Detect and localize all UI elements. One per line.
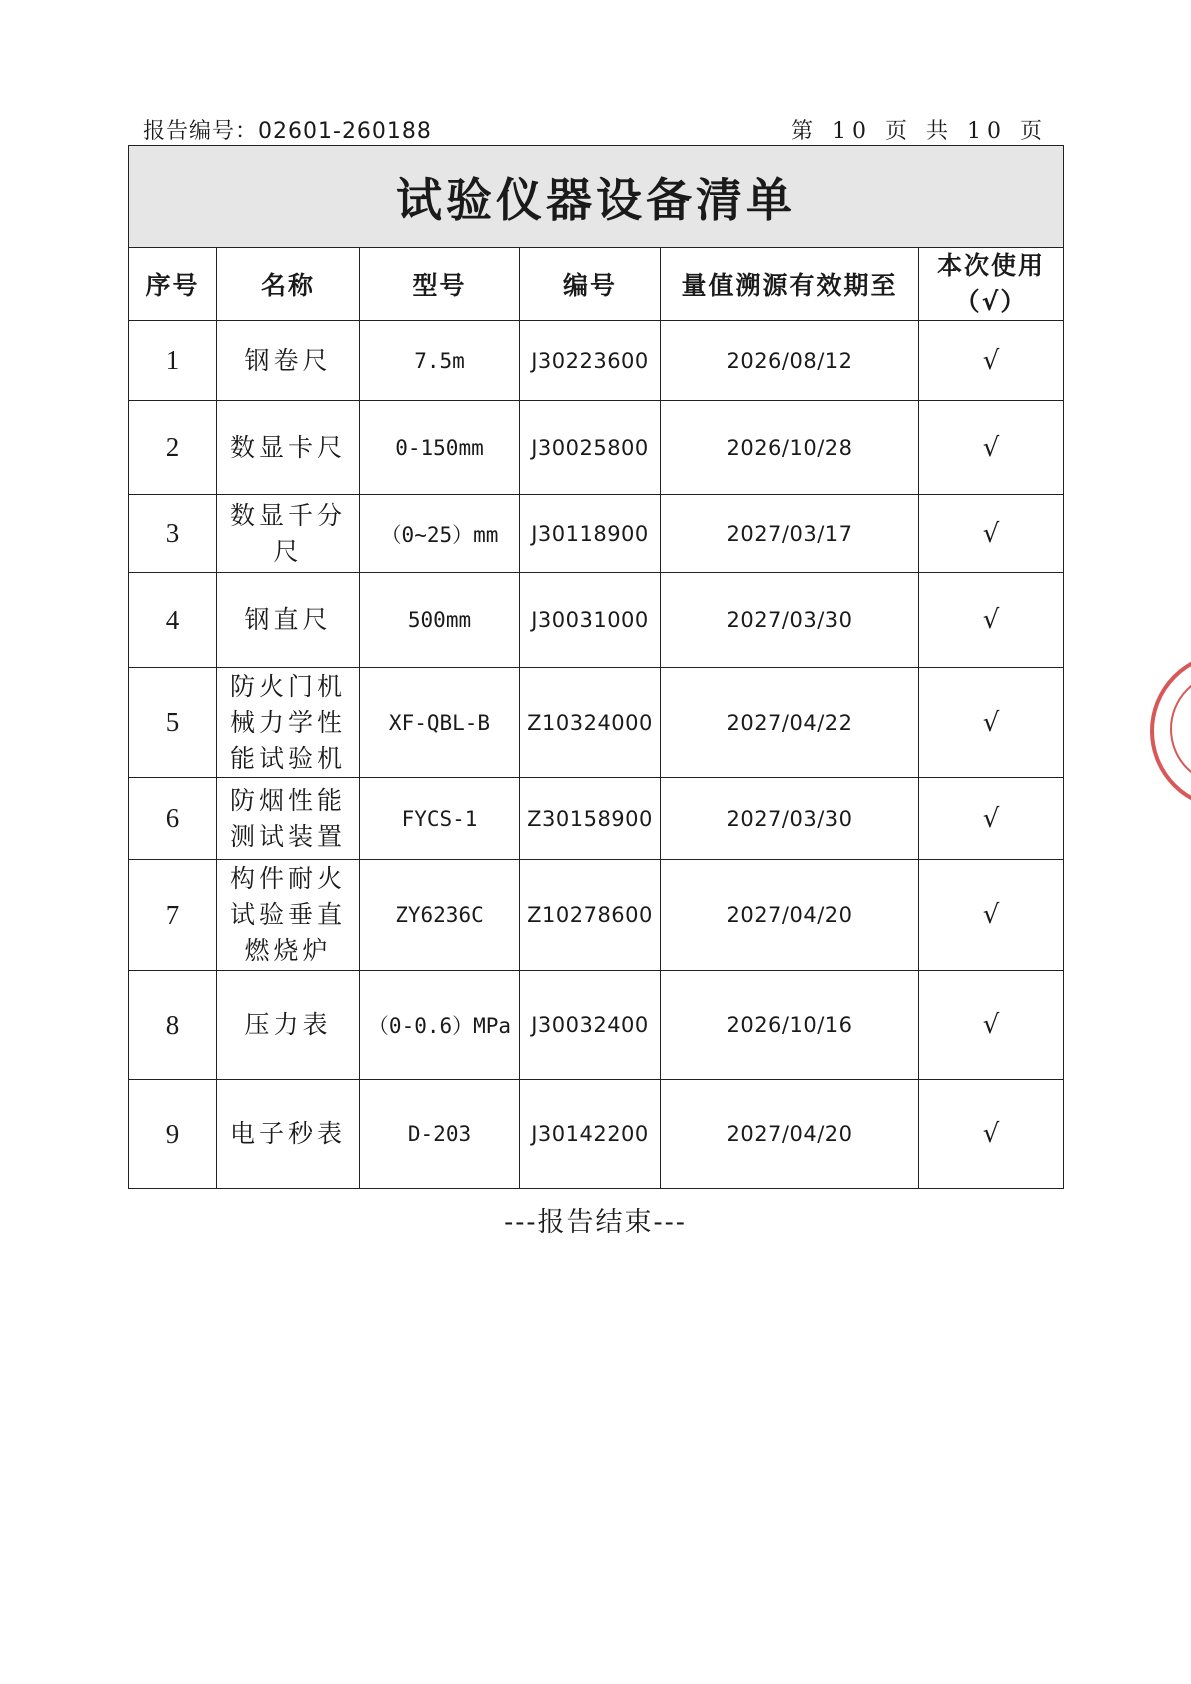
- table-title: 试验仪器设备清单: [129, 146, 1064, 248]
- table-header-row: [129, 248, 1064, 321]
- row-used-checkmark: √: [919, 495, 1064, 573]
- table-row: [129, 401, 1064, 495]
- row-validity-date: 2027/03/30: [661, 573, 919, 668]
- row-name: 数显卡尺: [217, 401, 360, 495]
- row-code: J30118900: [520, 495, 661, 573]
- row-used-checkmark: √: [919, 321, 1064, 401]
- page-info: 第 10 页 共 10 页: [791, 119, 1048, 144]
- row-model: 7.5m: [360, 321, 520, 401]
- row-used-checkmark: √: [919, 971, 1064, 1080]
- row-index: 7: [129, 860, 217, 971]
- row-used-checkmark: √: [919, 573, 1064, 668]
- row-model: （0-0.6）MPa: [360, 971, 520, 1080]
- row-code: J30025800: [520, 401, 661, 495]
- row-used-checkmark: √: [919, 860, 1064, 971]
- row-index: 5: [129, 668, 217, 778]
- row-index: 4: [129, 573, 217, 668]
- row-validity-date: 2026/10/28: [661, 401, 919, 495]
- column-header-code: 编号: [520, 248, 661, 321]
- row-name: 钢卷尺: [217, 321, 360, 401]
- column-header-used: [919, 248, 1064, 321]
- red-seal-stamp: [1150, 652, 1191, 810]
- row-index: 8: [129, 971, 217, 1080]
- row-name: 电子秒表: [217, 1080, 360, 1189]
- report-end-marker: ---报告结束---: [504, 1207, 687, 1238]
- report-number: [143, 114, 432, 145]
- table-row: [129, 573, 1064, 668]
- row-code: J30031000: [520, 573, 661, 668]
- column-header-used-label: 本次使用: [937, 251, 1046, 280]
- row-used-checkmark: √: [919, 1080, 1064, 1189]
- table-row: [129, 778, 1064, 860]
- row-code: J30223600: [520, 321, 661, 401]
- row-model: ZY6236C: [360, 860, 520, 971]
- row-model: D-203: [360, 1080, 520, 1189]
- row-used-checkmark: √: [919, 668, 1064, 778]
- column-header-name: 名称: [217, 248, 360, 321]
- table-row: [129, 668, 1064, 778]
- row-name: 防火门机械力学性能试验机: [217, 668, 360, 778]
- table-row: [129, 971, 1064, 1080]
- red-seal-inner-ring: [1170, 672, 1191, 786]
- row-code: Z10278600: [520, 860, 661, 971]
- row-validity-date: 2027/03/30: [661, 778, 919, 860]
- table-row: [129, 321, 1064, 401]
- table-row: [129, 1080, 1064, 1189]
- row-model: XF-QBL-B: [360, 668, 520, 778]
- column-header-validity: 量值溯源有效期至: [661, 248, 919, 321]
- table-row: [129, 495, 1064, 573]
- row-name: 钢直尺: [217, 573, 360, 668]
- row-model: （0~25）mm: [360, 495, 520, 573]
- column-header-index: 序号: [129, 248, 217, 321]
- row-model: 500mm: [360, 573, 520, 668]
- row-name: 防烟性能测试装置: [217, 778, 360, 860]
- row-validity-date: 2026/10/16: [661, 971, 919, 1080]
- column-header-model: 型号: [360, 248, 520, 321]
- table-row: [129, 860, 1064, 971]
- row-name: 数显千分尺: [217, 495, 360, 573]
- row-name: 压力表: [217, 971, 360, 1080]
- row-index: 3: [129, 495, 217, 573]
- row-model: FYCS-1: [360, 778, 520, 860]
- row-validity-date: 2026/08/12: [661, 321, 919, 401]
- row-code: Z30158900: [520, 778, 661, 860]
- report-number-value: 02601-260188: [258, 119, 432, 144]
- report-number-label: 报告编号：: [143, 119, 259, 144]
- row-code: J30032400: [520, 971, 661, 1080]
- row-index: 2: [129, 401, 217, 495]
- row-index: 1: [129, 321, 217, 401]
- equipment-table: [128, 145, 1064, 1189]
- row-code: J30142200: [520, 1080, 661, 1189]
- row-index: 9: [129, 1080, 217, 1189]
- row-model: 0-150mm: [360, 401, 520, 495]
- row-code: Z10324000: [520, 668, 661, 778]
- row-used-checkmark: √: [919, 401, 1064, 495]
- row-used-checkmark: √: [919, 778, 1064, 860]
- row-index: 6: [129, 778, 217, 860]
- row-validity-date: 2027/04/20: [661, 860, 919, 971]
- column-header-used-check: （√）: [954, 287, 1028, 316]
- row-name: 构件耐火试验垂直燃烧炉: [217, 860, 360, 971]
- row-validity-date: 2027/04/22: [661, 668, 919, 778]
- row-validity-date: 2027/04/20: [661, 1080, 919, 1189]
- row-validity-date: 2027/03/17: [661, 495, 919, 573]
